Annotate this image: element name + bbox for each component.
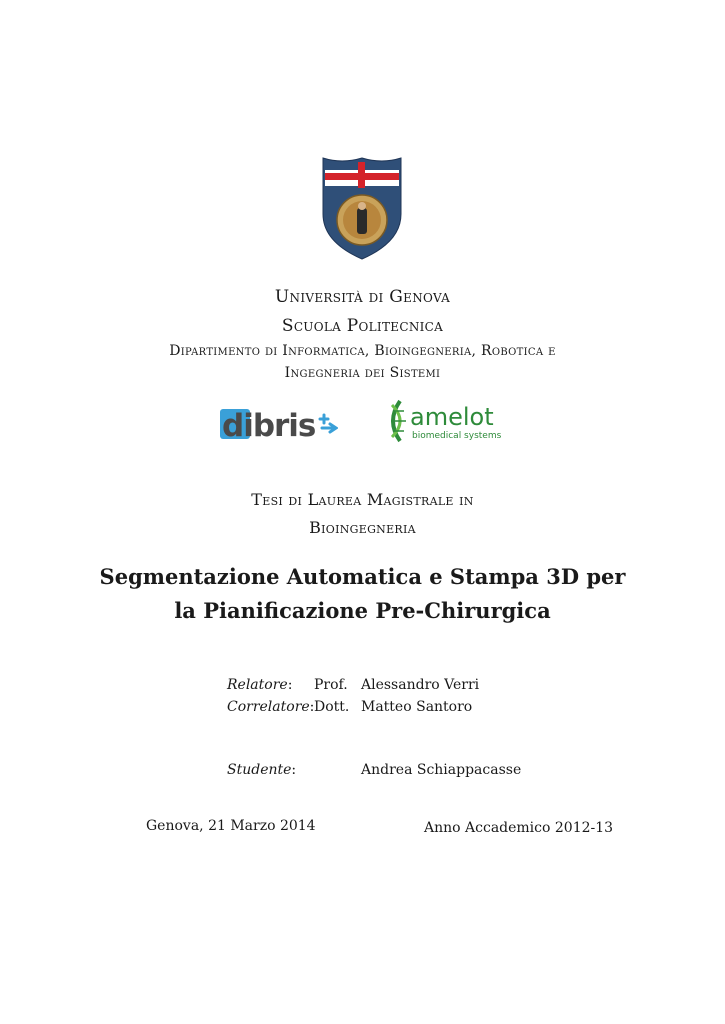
relatore-title: Prof. [314, 677, 348, 693]
correlatore-colon: : [309, 699, 315, 715]
place-date: Genova, 21 Marzo 2014 [146, 818, 316, 834]
thesis-type-line-1: Tesi di Laurea Magistrale in [251, 490, 474, 509]
partner-logos [0, 395, 725, 447]
correlatore-label-group [227, 699, 314, 715]
relatore-label: Relatore [227, 677, 288, 693]
relatore-colon: : [287, 677, 293, 693]
department-line-1: Dipartimento di Informatica, Bioingegneria, Robotica e [169, 343, 556, 359]
school-name: Scuola Politecnica [281, 316, 444, 336]
dibris-logo-text: dibris [222, 408, 316, 443]
studente-label: Studente [227, 762, 292, 778]
university-name: Università di Genova [274, 287, 451, 307]
correlatore-title: Dott. [314, 699, 350, 715]
studente-colon: : [291, 762, 297, 778]
camelot-logo [384, 395, 510, 447]
camelot-logo-text: amelot [410, 403, 494, 431]
camelot-logo-subtitle: biomedical systems [412, 431, 502, 441]
thesis-type-line-2: Bioingegneria [309, 518, 416, 537]
correlatore-name: Matteo Santoro [361, 699, 473, 715]
thesis-title-line-1: Segmentazione Automatica e Stampa 3D per [99, 564, 626, 589]
correlatore-label: Correlatore [227, 699, 310, 715]
university-crest-logo [321, 156, 403, 260]
dibris-logo [220, 401, 338, 443]
relatore-label-group [227, 677, 292, 693]
thesis-title-line-2: la Pianificazione Pre-Chirurgica [174, 598, 551, 623]
department-line-2: Ingegneria dei Sistemi [284, 365, 441, 381]
academic-year: Anno Accademico 2012-13 [424, 820, 614, 836]
studente-label-group [227, 762, 296, 778]
relatore-name: Alessandro Verri [361, 677, 480, 693]
studente-name: Andrea Schiappacasse [361, 762, 522, 778]
